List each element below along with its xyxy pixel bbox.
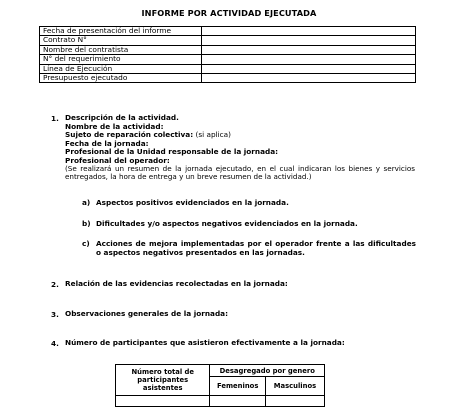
section-2-number: 2. xyxy=(51,280,59,289)
section-4-heading: Número de participantes que asistieron efectivamente a la jornada: xyxy=(65,338,345,347)
section-1-note: (Se realizará un resumen de la jornada ejecutado, en el cual indicaran los bienes y servicios entregados, la hora de entrega y un breve resumen de la actividad.) xyxy=(65,164,415,182)
section-1-number: 1. xyxy=(51,114,59,123)
section-2-heading: Relación de las evidencias recolectadas en la jornada: xyxy=(65,279,288,288)
info-label: Nombre del contratista xyxy=(40,45,202,54)
total-participants-header: Número total de participantes asistentes xyxy=(116,365,210,396)
info-label: Fecha de presentación del informe xyxy=(40,27,202,36)
info-value-field[interactable] xyxy=(202,27,416,36)
female-header: Femeninos xyxy=(210,377,265,396)
table-row xyxy=(40,27,416,36)
info-value-field[interactable] xyxy=(202,64,416,73)
subitem-a-text: Aspectos positivos evidenciados en la jornada. xyxy=(96,198,289,207)
info-value-field[interactable] xyxy=(202,74,416,83)
table-row xyxy=(40,55,416,64)
date-label: Fecha de la jornada: xyxy=(65,138,149,148)
table-row xyxy=(116,365,325,377)
section-3-number: 3. xyxy=(51,310,59,319)
info-table xyxy=(39,26,416,83)
section-1-heading: Descripción de la actividad. xyxy=(65,113,179,122)
document-title: INFORME POR ACTIVIDAD EJECUTADA xyxy=(141,8,317,18)
info-value-field[interactable] xyxy=(202,55,416,64)
section-3-heading: Observaciones generales de la jornada: xyxy=(65,309,229,318)
total-value-cell[interactable] xyxy=(116,396,210,407)
table-row xyxy=(40,74,416,83)
info-value-field[interactable] xyxy=(202,45,416,54)
male-header: Masculinos xyxy=(265,377,324,396)
info-label: Presupuesto ejecutado xyxy=(40,74,202,83)
table-row xyxy=(116,396,325,407)
subitem-b-letter: b) xyxy=(82,219,91,228)
section-4-number: 4. xyxy=(51,339,59,348)
gender-group-header: Desagregado por genero xyxy=(210,365,325,377)
subitem-b-text: Dificultades y/o aspectos negativos evidenciados en la jornada. xyxy=(96,219,358,228)
subitem-c-letter: c) xyxy=(82,239,90,248)
info-label: Línea de Ejecución xyxy=(40,64,202,73)
female-value-cell[interactable] xyxy=(210,396,265,407)
subitem-c-text: Acciones de mejora implementadas por el operador frente a las dificultades o aspectos negativos presentados en las jornadas. xyxy=(96,239,416,257)
info-label: Contrato N° xyxy=(40,36,202,45)
info-label: N° del requerimiento xyxy=(40,55,202,64)
participants-table xyxy=(115,364,325,407)
unit-professional-label: Profesional de la Unidad responsable de la jornada: xyxy=(65,147,279,156)
table-row xyxy=(40,36,416,45)
sujeto-label: Sujeto de reparación colectiva: xyxy=(65,130,194,139)
operator-professional-label: Profesional del operador: xyxy=(65,155,170,165)
male-value-cell[interactable] xyxy=(265,396,324,407)
info-value-field[interactable] xyxy=(202,36,416,45)
sujeto-note: (si aplica) xyxy=(195,130,231,139)
subitem-a-letter: a) xyxy=(82,198,91,207)
activity-name-label: Nombre de la actividad: xyxy=(65,121,164,131)
